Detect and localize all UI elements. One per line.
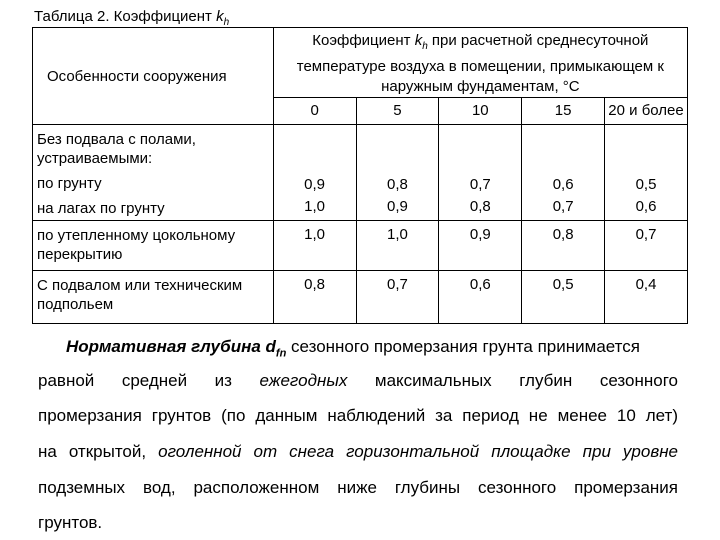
cell-value: 0,8: [387, 176, 408, 193]
cell-value: 1,0: [304, 198, 326, 215]
paragraph-term: Нормативная глубина d: [66, 337, 276, 356]
table-cell: [356, 125, 439, 221]
paragraph-line: [38, 442, 678, 462]
table-row: [33, 271, 688, 324]
table-cell: [273, 125, 356, 221]
cell-value: 1,0: [273, 221, 356, 271]
cell-value: 0,5: [522, 271, 605, 324]
group-header-sub: h: [422, 40, 428, 52]
cell-value: 0,8: [469, 198, 491, 215]
table-cell: [605, 125, 688, 221]
temp-header: 15: [522, 98, 605, 125]
caption-symbol: k: [216, 8, 224, 25]
temp-header: 10: [439, 98, 522, 125]
paragraph-text: сезонного промерзания грунта принимается: [286, 337, 640, 356]
cell-value: 0,6: [439, 271, 522, 324]
paragraph-line: [38, 337, 678, 363]
cell-value: 0,9: [387, 198, 408, 215]
cell-value: 0,7: [469, 176, 491, 193]
cell-value: 0,8: [522, 221, 605, 271]
table-row: [33, 125, 688, 221]
paragraph-line: промерзания грунтов (по данным наблюдений за период не менее 10 лет): [38, 406, 678, 425]
caption-prefix: Таблица 2. Коэффициент: [34, 8, 217, 25]
cell-value: 0,9: [439, 221, 522, 271]
row-label: С подвалом или техническим подпольем: [33, 271, 274, 324]
row-label: на лагах по грунту: [37, 200, 165, 217]
cell-value: 0,7: [552, 198, 574, 215]
cell-value: 0,7: [605, 221, 688, 271]
paragraph-text: на открытой,: [38, 442, 159, 461]
section-title: Без подвала с полами, устраиваемыми:: [37, 131, 196, 167]
group-header-symbol: k: [414, 31, 423, 49]
coefficient-table: [32, 27, 688, 324]
temp-header: 5: [356, 98, 439, 125]
table-cell: [439, 125, 522, 221]
temp-header: 0: [273, 98, 356, 125]
column-header-coefficient: [273, 28, 687, 98]
cell-value: 0,4: [605, 271, 688, 324]
cell-value: 0,7: [356, 271, 439, 324]
table-cell: [522, 125, 605, 221]
cell-value: 0,5: [635, 176, 657, 193]
paragraph-italic: ежегодных: [259, 371, 348, 390]
column-header-features: [33, 28, 274, 125]
cell-value: 0,8: [273, 271, 356, 324]
paragraph-line: грунтов.: [38, 513, 103, 532]
row-label-cell: [33, 125, 274, 221]
group-header-post: при расчетной среднесуточной температуре воздуха в помещении, примыкающем к наружным фундаментам, °С: [296, 31, 664, 95]
paragraph-term-sub: fn: [275, 347, 287, 360]
cell-value: 0,6: [635, 198, 657, 215]
row-label: по утепленному цокольному перекрытию: [33, 221, 274, 271]
cell-value: 0,6: [552, 176, 574, 193]
group-header-pre: Коэффициент: [312, 31, 415, 49]
caption-symbol-sub: h: [223, 17, 230, 28]
row-label: по грунту: [37, 175, 102, 192]
cell-value: 0,9: [304, 176, 326, 193]
cell-value: 1,0: [356, 221, 439, 271]
table-row: [33, 221, 688, 271]
paragraph-italic: оголенной от снега горизонтальной площадке при уровне: [158, 442, 678, 461]
paragraph-line: [38, 371, 678, 391]
paragraph-text: максимальных глубин сезонного: [347, 371, 678, 390]
paragraph-text: равной средней из: [38, 371, 260, 390]
temp-header: 20 и более: [605, 98, 688, 125]
column-header-features-label: Особенности сооружения: [47, 67, 227, 85]
paragraph-line: подземных вод, расположенном ниже глубины сезонного промерзания: [38, 478, 678, 497]
